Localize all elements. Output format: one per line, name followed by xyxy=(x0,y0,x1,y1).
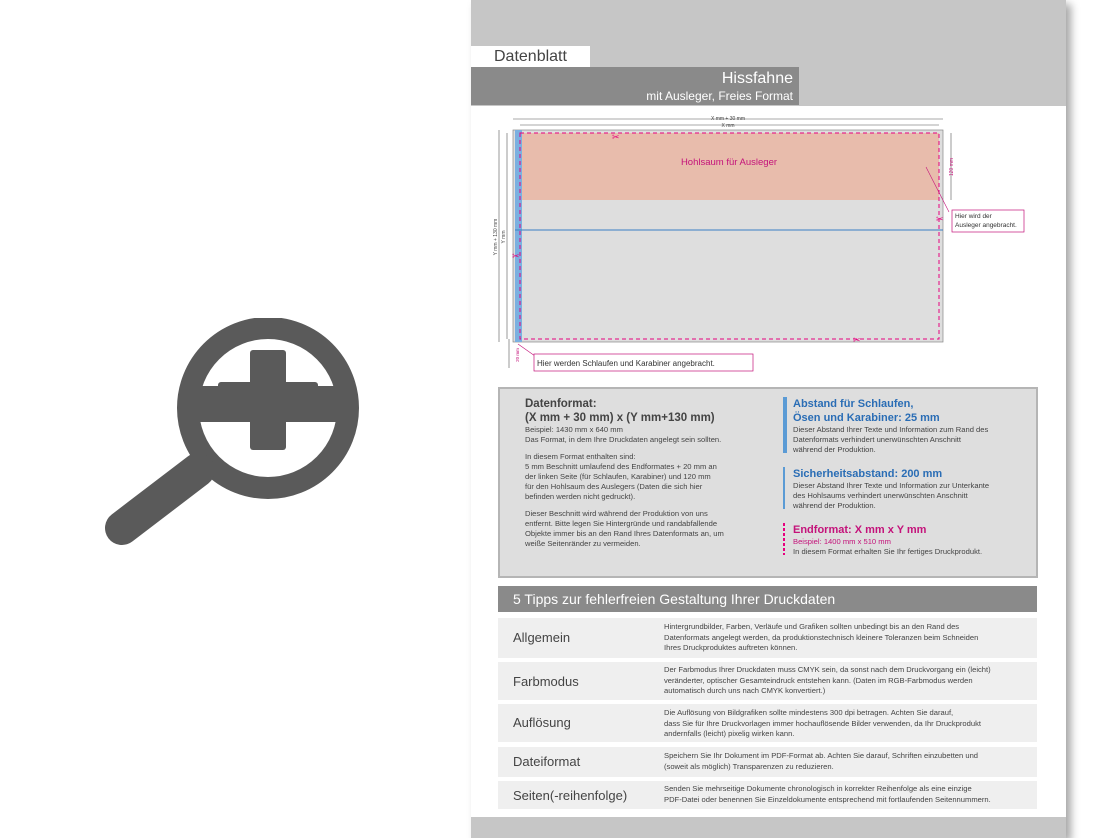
tip-text: Speichern Sie Ihr Dokument im PDF-Format ab. Achten Sie darauf, Schriften einzubetten und (soweit als möglich) Transparenzen zu reduzieren. xyxy=(664,751,979,771)
loop-strip xyxy=(515,130,522,342)
dim-hem: 120 mm xyxy=(949,157,955,177)
tip-row-dateiformat xyxy=(498,747,1037,777)
tip-label: Seiten(-reihenfolge) xyxy=(513,788,628,803)
trim-line: Dieser Beschnitt wird während der Produktion von uns xyxy=(525,509,708,518)
dim-width-outer: X mm + 30 mm xyxy=(710,116,746,122)
dim-width-inner: X mm xyxy=(721,123,735,129)
abstand-title: Abstand für Schlaufen, Ösen und Karabiner: 25 mm xyxy=(793,398,940,424)
tips-heading: 5 Tipps zur fehlerfreien Gestaltung Ihrer Druckdaten xyxy=(498,586,1037,612)
scissors-icon: ✂ xyxy=(612,132,620,142)
plus-horizontal xyxy=(218,382,318,418)
sicherheit-title: Sicherheitsabstand: 200 mm xyxy=(793,468,943,480)
format-desc: Das Format, in dem Ihre Druckdaten angelegt sein sollten. xyxy=(525,435,722,444)
dim-height-outer: Y mm + 130 mm xyxy=(493,218,499,256)
tip-row-allgemein xyxy=(498,618,1037,658)
product-subtitle: mit Ausleger, Freies Format xyxy=(646,89,793,103)
tip-label: Farbmodus xyxy=(513,674,579,689)
tip-label: Auflösung xyxy=(513,715,571,730)
scissors-icon: ✂ xyxy=(936,214,944,224)
abstand-block: Abstand für Schlaufen, Ösen und Karabiner: 25 mm Dieser Abstand Ihrer Texte und Information zum Rand des Datenformats verhindert unerwünschten Anschnitt während der Produktion. xyxy=(783,397,1023,455)
tip-row-seiten xyxy=(498,781,1037,809)
callout-bottom: Hier werden Schlaufen und Karabiner angebracht. xyxy=(537,359,715,368)
tip-label: Allgemein xyxy=(513,630,571,645)
endformat-title: Endformat: X mm x Y mm xyxy=(793,524,927,536)
contained-line: für den Hohlsaum des Auslegers (Daten die sich hier xyxy=(525,482,703,491)
endformat-block xyxy=(783,523,1023,557)
tip-text: Senden Sie mehrseitige Dokumente chronologisch in korrekter Reihenfolge als eine einzige PDF-Datei oder benennen Sie Einzeldokumente entsprechend mit fortlaufenden Seitennummern. xyxy=(664,784,991,804)
datasheet-page xyxy=(471,0,1066,838)
format-example: Beispiel: 1430 mm x 640 mm xyxy=(525,425,623,434)
format-column xyxy=(525,397,765,556)
dim-height-inner: Y mm xyxy=(501,230,507,244)
trim-line: entfernt. Bitte legen Sie Hintergründe und randabfallende xyxy=(525,519,718,528)
format-info-panel xyxy=(498,387,1038,578)
tip-label: Dateiformat xyxy=(513,754,581,769)
scissors-icon: ✂ xyxy=(512,251,520,261)
contained-line: In diesem Format enthalten sind: xyxy=(525,452,636,461)
footer-band xyxy=(471,817,1066,838)
sicherheit-block: Sicherheitsabstand: 200 mm Dieser Abstand Ihrer Texte und Information zur Unterkante des Hohlsaums verhindert unerwünschten Anschnitt während der Produktion. xyxy=(783,467,1023,511)
tip-text: Die Auflösung von Bildgrafiken sollte mindestens 300 dpi betragen. Achten Sie darauf, dass Sie für Ihre Druckvorlagen immer hochauflösende Bilder verwenden, da Ihr Druckprodukt andernfalls (leicht) pixelig wirken kann. xyxy=(664,708,981,738)
hem-label: Hohlsaum für Ausleger xyxy=(680,157,778,168)
callout-right-line1: Hier wird der xyxy=(955,213,992,220)
datenblatt-tab: Datenblatt xyxy=(471,46,590,67)
contained-line: befinden werden nicht gedruckt). xyxy=(525,492,636,501)
scissors-icon: ✂ xyxy=(853,335,861,345)
endformat-text: In diesem Format erhalten Sie Ihr fertiges Druckprodukt. xyxy=(793,547,983,556)
contained-line: 5 mm Beschnitt umlaufend des Endformates + 20 mm an xyxy=(525,462,717,471)
zoom-in-icon[interactable] xyxy=(100,318,360,548)
dim-left: 20 mm xyxy=(515,348,520,362)
distances-column xyxy=(783,397,1023,569)
format-formula: (X mm + 30 mm) x (Y mm+130 mm) xyxy=(525,412,715,424)
trim-line: weiße Seitenränder zu vermeiden. xyxy=(525,539,641,548)
callout-right-line2: Ausleger angebracht. xyxy=(955,222,1017,229)
contained-line: der linken Seite (für Schlaufen, Karabiner) und 120 mm xyxy=(525,472,711,481)
trim-line: Objekte immer bis an den Rand Ihres Datenformats an, um xyxy=(525,529,724,538)
product-title: Hissfahne xyxy=(721,70,793,87)
endformat-example: Beispiel: 1400 mm x 510 mm xyxy=(793,537,891,546)
tip-row-farbmodus xyxy=(498,662,1037,700)
format-title: Datenformat: xyxy=(525,398,597,410)
tip-row-aufloesung xyxy=(498,704,1037,742)
tip-text: Der Farbmodus Ihrer Druckdaten muss CMYK sein, da sonst nach dem Druckvorgang ein (leicht) veränderter, optischer Gesamteindruck entstehen kann. (Daten im RGB-Farbmodus werden automatisch durch uns nach CMYK konvertiert.) xyxy=(664,665,991,695)
tip-text: Hintergrundbilder, Farben, Verläufe und Grafiken sollten unbedingt bis an den Rand des Datenformats angelegt werden, da produktionstechnisch kleinere Toleranzen beim Schneiden Ihres Druckproduktes auftreten können. xyxy=(664,622,979,652)
format-diagram xyxy=(471,112,1066,377)
title-bar xyxy=(471,67,799,105)
